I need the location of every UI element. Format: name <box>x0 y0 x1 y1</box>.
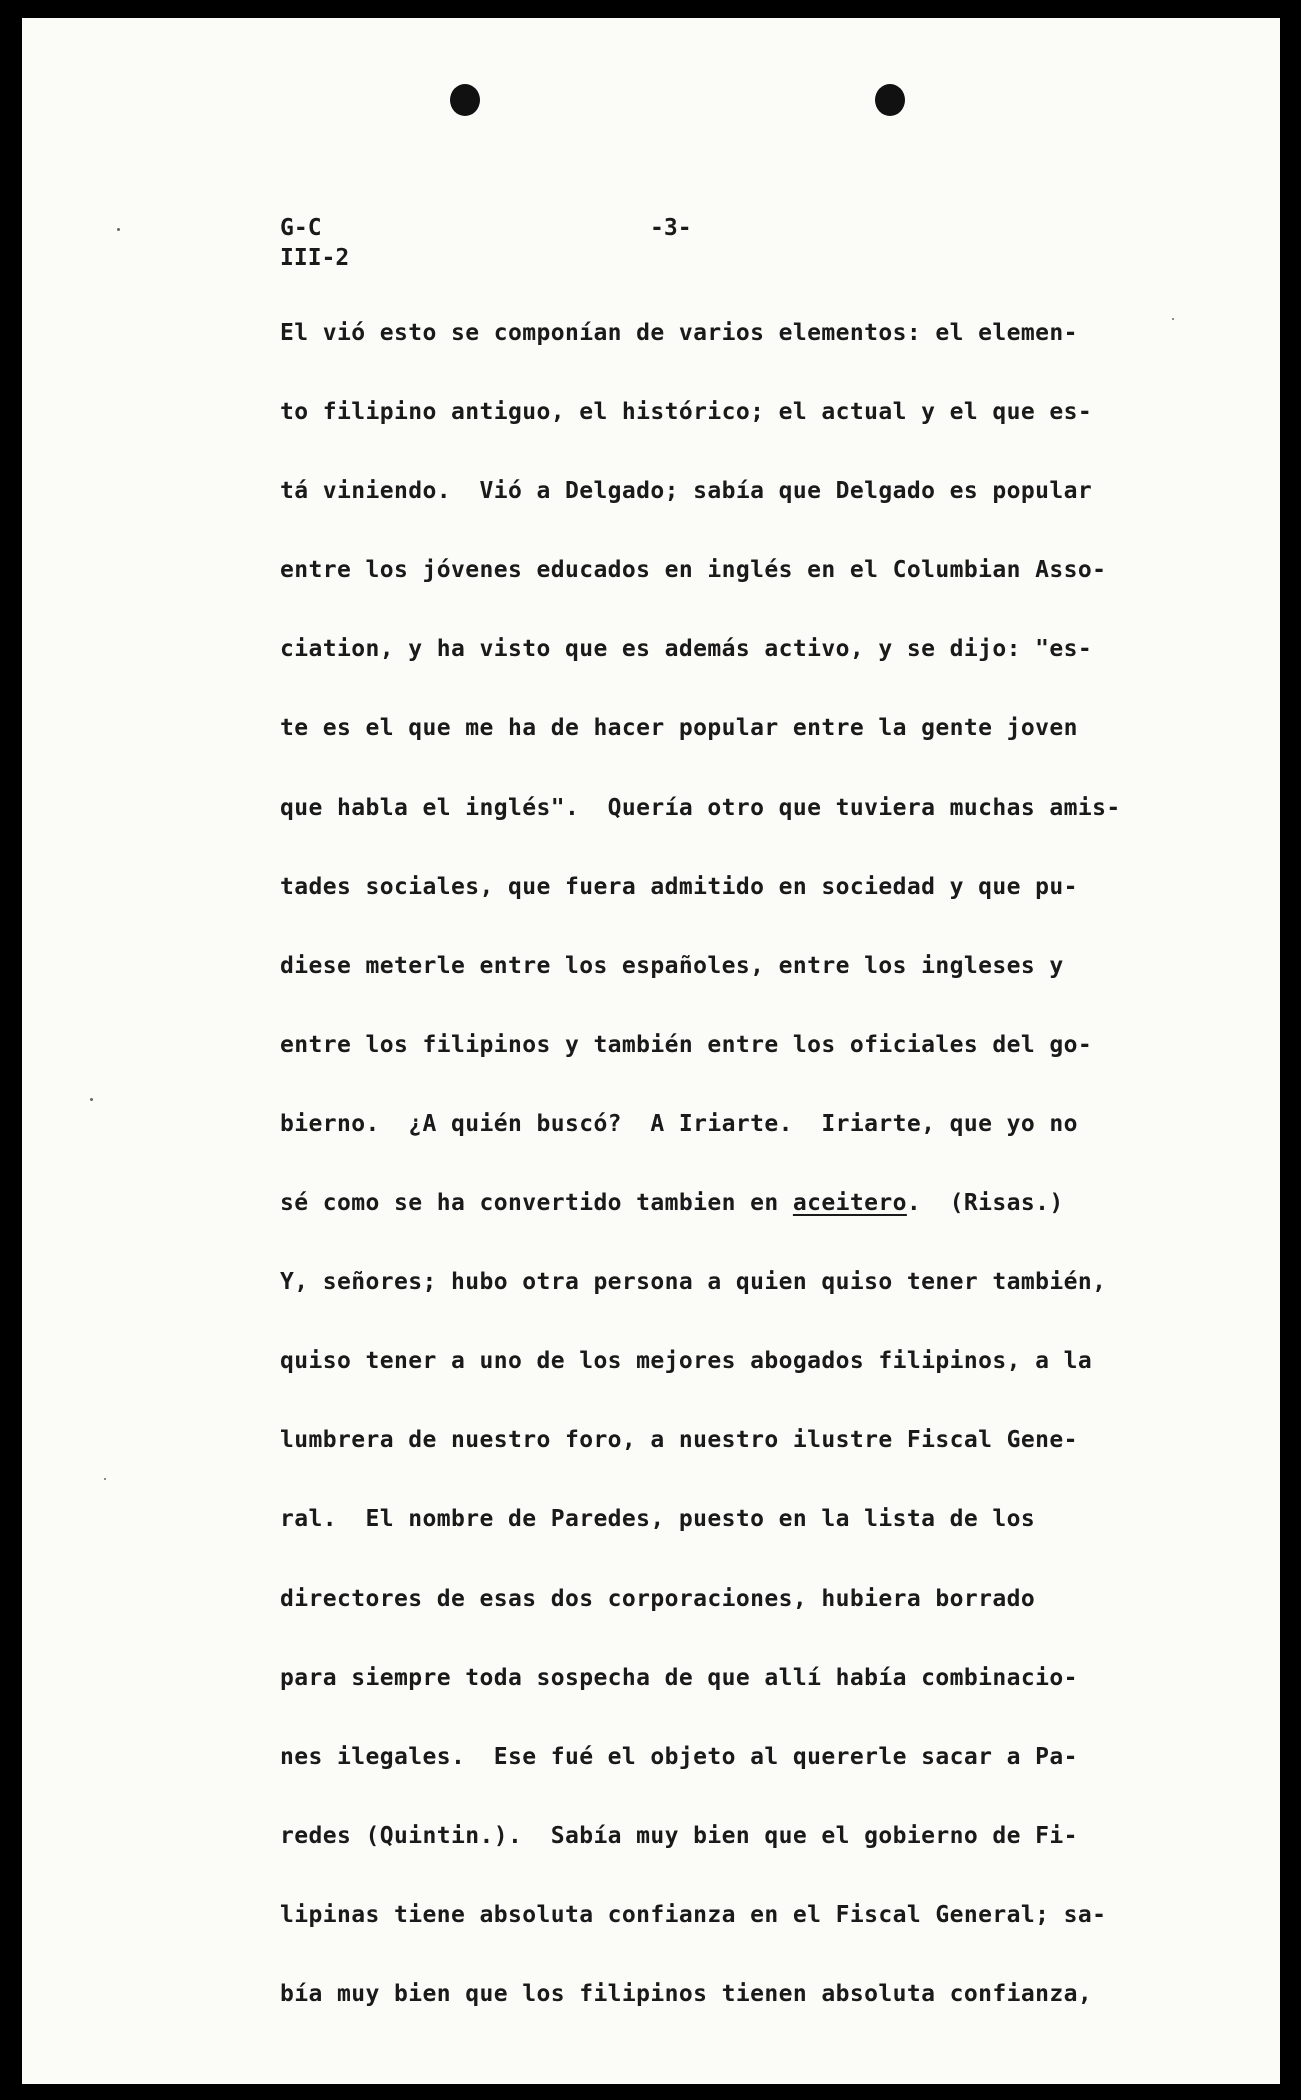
underlined-word: aceitero <box>792 1190 907 1217</box>
text-line: redes (Quintin.). Sabía muy bien que el gobierno de Fi- <box>280 1822 1078 1849</box>
text-line: para siempre toda sospecha de que allí había combinacio- <box>280 1664 1078 1691</box>
text-line: ral. El nombre de Paredes, puesto en la lista de los <box>280 1506 1036 1533</box>
text-line: ciation, y ha visto que es además activo, y se dijo: "es- <box>280 636 1093 663</box>
text-line: tades sociales, que fuera admitido en sociedad y que pu- <box>280 873 1078 900</box>
document-code-line2: III-2 <box>280 245 350 271</box>
page-number: -3- <box>650 215 692 241</box>
text-line: El vió esto se componían de varios elementos: el elemen- <box>280 320 1078 346</box>
punch-hole-left <box>450 84 480 116</box>
text-line: quiso tener a uno de los mejores abogados filipinos, a la <box>280 1348 1093 1375</box>
text-line: diese meterle entre los españoles, entre los ingleses y <box>280 952 1064 979</box>
text-segment: . (Risas.) <box>906 1190 1064 1217</box>
text-line: lumbrera de nuestro foro, a nuestro ilustre Fiscal Gene- <box>280 1427 1078 1454</box>
text-line: to filipino antiguo, el histórico; el actual y el que es- <box>280 399 1093 426</box>
paper-speck <box>90 1098 93 1101</box>
text-line: Y, señores; hubo otra persona a quien quiso tener también, <box>280 1269 1107 1296</box>
document-page <box>22 18 1280 2084</box>
text-line: lipinas tiene absoluta confianza en el Fiscal General; sa- <box>280 1901 1107 1928</box>
text-line: entre los filipinos y también entre los oficiales del go- <box>280 1031 1093 1058</box>
text-line: tá viniendo. Vió a Delgado; sabía que Delgado es popular <box>280 478 1093 505</box>
document-code-line1: G-C <box>280 215 322 241</box>
paper-speck <box>117 228 120 231</box>
text-segment: sé como se ha convertido tambien en <box>280 1190 793 1217</box>
text-line-with-underline <box>280 1188 1240 1267</box>
paper-speck <box>104 1478 106 1480</box>
text-line: que habla el inglés". Quería otro que tuviera muchas amis- <box>280 794 1121 821</box>
text-line: nes ilegales. Ese fué el objeto al quererle sacar a Pa- <box>280 1743 1078 1770</box>
text-line: directores de esas dos corporaciones, hubiera borrado <box>280 1585 1036 1612</box>
text-line: te es el que me ha de hacer popular entre la gente joven <box>280 715 1078 742</box>
text-line: entre los jóvenes educados en inglés en el Columbian Asso- <box>280 557 1107 584</box>
text-line: bía muy bien que los filipinos tienen absoluta confianza, <box>280 1980 1093 2007</box>
text-line: bierno. ¿A quién buscó? A Iriarte. Iriarte, que yo no <box>280 1110 1078 1137</box>
punch-hole-right <box>875 84 905 116</box>
body-text <box>280 318 1240 2058</box>
document-code <box>280 213 349 273</box>
